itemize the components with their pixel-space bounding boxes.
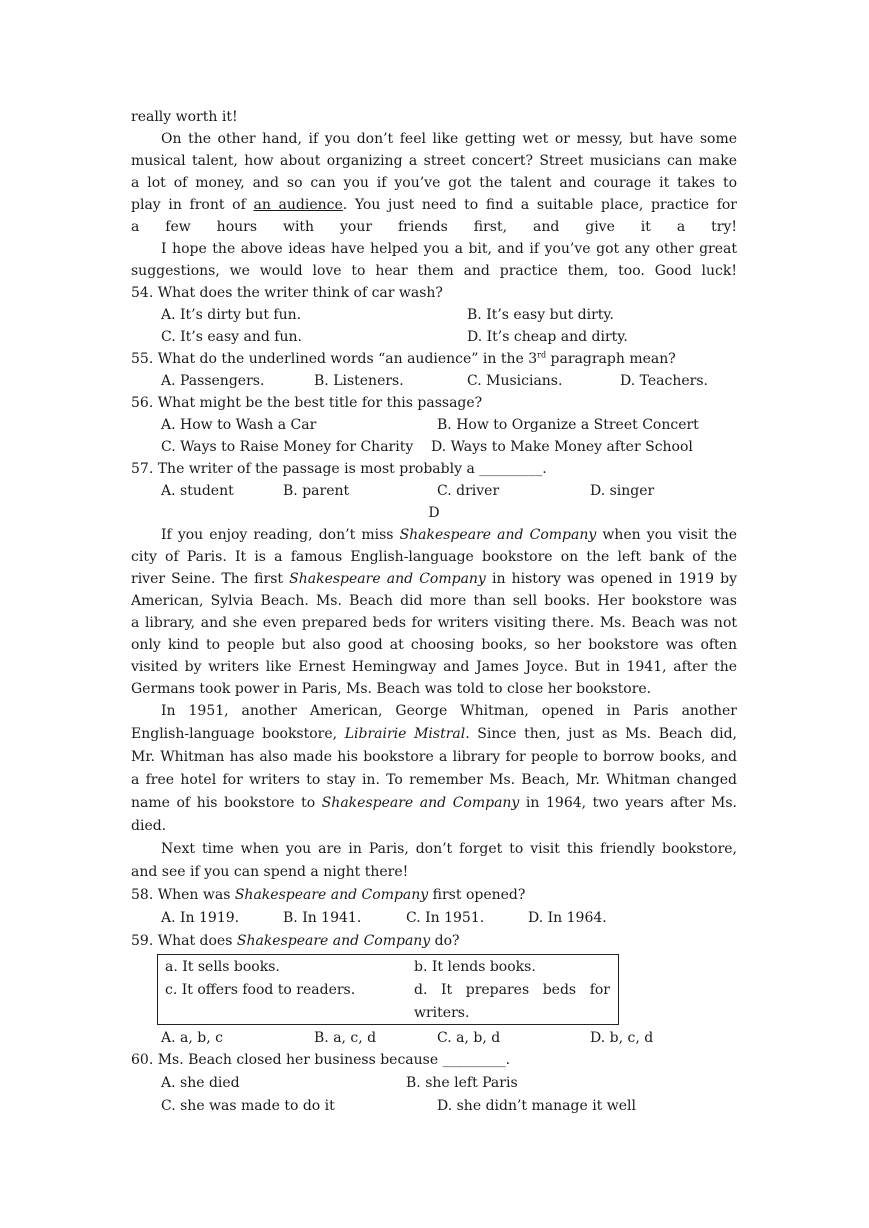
option-b: B. she left Paris — [406, 1075, 518, 1091]
statement-b: b. It lends books. — [414, 959, 536, 975]
option-d: D. In 1964. — [528, 910, 607, 926]
question-stem: 59. What does Shakespeare and Company do? — [131, 933, 460, 949]
option-b: B. Listeners. — [314, 373, 404, 389]
passage-line: On the other hand, if you don’t feel like getting wet or messy, but have some — [161, 131, 737, 147]
option-d: D. It’s cheap and dirty. — [467, 329, 628, 345]
passage-line: Germans took power in Paris, Ms. Beach was told to close her bookstore. — [131, 681, 652, 697]
underlined-phrase: an audience — [253, 197, 343, 213]
option-b: B. a, c, d — [314, 1030, 377, 1046]
option-a: A. she died — [161, 1075, 240, 1091]
passage-line: Mr. Whitman has also made his bookstore a library for people to borrow books, and — [131, 749, 737, 765]
passage-line: only kind to people but also good at choosing books, so her bookstore was often — [131, 637, 737, 653]
passage-line: suggestions, we would love to hear them and practice them, too. Good luck! — [131, 263, 737, 279]
option-c: C. Musicians. — [467, 373, 563, 389]
question-stem: 60. Ms. Beach closed her business because _________. — [131, 1052, 511, 1068]
passage-line: city of Paris. It is a famous English-language bookstore on the left bank of the — [131, 549, 737, 565]
passage-line: died. — [131, 818, 167, 834]
question-stem: 54. What does the writer think of car wash? — [131, 285, 443, 301]
passage-line: a lot of money, and so can you if you’ve got the talent and courage it takes to — [131, 175, 737, 191]
option-row — [131, 1095, 737, 1118]
option-d: D. singer — [590, 483, 655, 499]
option-c: C. In 1951. — [406, 910, 485, 926]
option-b: B. How to Organize a Street Concert — [437, 417, 699, 433]
passage-line: a free hotel for writers to stay in. To remember Ms. Beach, Mr. Whitman changed — [131, 772, 737, 788]
passage-line: visited by writers like Ernest Hemingway and James Joyce. But in 1941, after the — [131, 659, 737, 675]
option-c: C. It’s easy and fun. — [161, 329, 302, 345]
option-c: C. driver — [437, 483, 500, 499]
option-c: C. Ways to Raise Money for Charity — [161, 439, 414, 455]
passage-line: If you enjoy reading, don’t miss Shakespeare and Company when you visit the — [161, 527, 737, 543]
option-d: D. b, c, d — [590, 1030, 654, 1046]
statement-d-cont: writers. — [414, 1005, 470, 1021]
option-a: A. a, b, c — [161, 1030, 223, 1046]
passage-line: musical talent, how about organizing a street concert? Street musicians can make — [131, 153, 737, 169]
option-a: A. Passengers. — [161, 373, 265, 389]
option-row — [131, 304, 737, 326]
option-c: C. a, b, d — [437, 1030, 501, 1046]
option-b: B. In 1941. — [283, 910, 362, 926]
passage-line: I hope the above ideas have helped you a bit, and if you’ve got any other great — [161, 241, 737, 257]
passage-line: English-language bookstore, Librairie Mistral. Since then, just as Ms. Beach did, — [131, 726, 737, 742]
question-stem: 55. What do the underlined words “an audience” in the 3rd paragraph mean? — [131, 350, 676, 367]
statement-a: a. It sells books. — [165, 959, 280, 975]
passage-line: river Seine. The first Shakespeare and Company in history was opened in 1919 by — [131, 571, 737, 587]
option-a: A. It’s dirty but fun. — [161, 307, 302, 323]
option-b: B. parent — [283, 483, 350, 499]
section-heading: D — [428, 505, 440, 521]
question-stem: 57. The writer of the passage is most probably a _________. — [131, 461, 547, 477]
passage-line: a library, and she even prepared beds for writers visiting there. Ms. Beach was not — [131, 615, 737, 631]
statement-c: c. It offers food to readers. — [165, 982, 356, 998]
question-stem: 56. What might be the best title for this passage? — [131, 395, 483, 411]
option-d: D. Ways to Make Money after School — [431, 439, 693, 455]
option-row — [131, 907, 737, 930]
passage-line: really worth it! — [131, 109, 238, 125]
passage-line: name of his bookstore to Shakespeare and Company in 1964, two years after Ms. — [131, 795, 737, 811]
passage-line: Next time when you are in Paris, don’t forget to visit this friendly bookstore, — [161, 841, 737, 857]
option-row — [131, 326, 737, 348]
option-d: D. Teachers. — [620, 373, 708, 389]
option-d: D. she didn’t manage it well — [437, 1098, 636, 1114]
option-row — [131, 1072, 737, 1095]
exam-page — [131, 106, 737, 1118]
passage-line: and see if you can spend a night there! — [131, 864, 409, 880]
statement-d: d. It prepares beds for — [414, 982, 610, 998]
passage-line: a few hours with your friends first, and give it a try! — [131, 219, 737, 235]
statement-box — [157, 954, 619, 1025]
option-a: A. In 1919. — [161, 910, 240, 926]
question-stem: 58. When was Shakespeare and Company first opened? — [131, 887, 526, 903]
passage-line: In 1951, another American, George Whitman, opened in Paris another — [161, 703, 737, 719]
option-a: A. student — [161, 483, 234, 499]
option-b: B. It’s easy but dirty. — [467, 307, 614, 323]
passage-line: play in front of an audience. You just need to find a suitable place, practice for — [131, 197, 737, 213]
option-row — [131, 480, 737, 502]
option-row — [131, 1027, 737, 1049]
passage-line: American, Sylvia Beach. Ms. Beach did more than sell books. Her bookstore was — [131, 593, 737, 609]
option-row — [131, 370, 737, 392]
option-a: A. How to Wash a Car — [161, 417, 317, 433]
option-row — [131, 414, 737, 436]
option-row — [131, 436, 737, 458]
option-c: C. she was made to do it — [161, 1098, 335, 1114]
